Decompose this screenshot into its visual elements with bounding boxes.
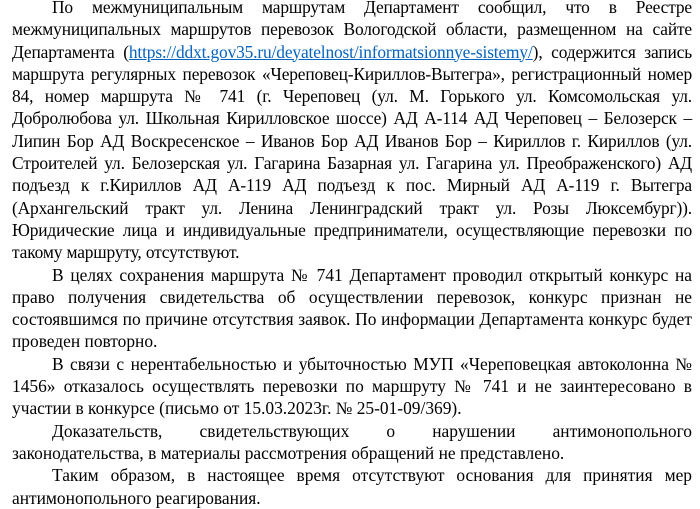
paragraph-competition: В целях сохранения маршрута № 741 Департамент проводил открытый конкурс на право получения свидетельства об осуществлении перевозок, конкурс признан не состоявшимся по причине отсутствия заявок. По информации Департамента конкурс будет проведен повторно. <box>12 264 692 352</box>
registry-link[interactable]: https://ddxt.gov35.ru/deyatelnost/informatsionnye-sistemy/ <box>128 41 533 62</box>
paragraph-register-route: ), содержится запись маршрута регулярных перевозок «Череповец-Кириллов-Вытегра», регистрационный номер 84, номер маршрута № 741 (г. Череповец (ул. М. Горького ул. Комсомольская ул. Добролюбова ул. Школьная Кирилловское шоссе) АД А-114 АД Череповец – Белозерск – Липин Бор АД Воскресенское – Иванов Бор АД Иванов Бор – Кириллов г. Кириллов (ул. Строителей ул. Белозерская ул. Гагарина Базарная ул. Гагарина ул. Преображенского) АД подъезд к г.Кириллов АД А-119 АД подъезд к пос. Мирный АД А-119 г. Вытегра (Архангельский тракт ул. Ленина Ленинградский тракт ул. Розы Люксембург)). Юридические лица и индивидуальные предприниматели, осуществляющие перевозки по такому маршруту, отсутствуют. <box>12 41 693 263</box>
paragraph-no-evidence: Доказательств, свидетельствующих о нарушении антимонопольного законодательства, в материалы рассмотрения обращений не представлено. <box>12 420 692 463</box>
paragraph-mup-refusal: В связи с нерентабельностью и убыточностью МУП «Череповецкая автоколонна № 1456» отказалось осуществлять перевозки по маршруту № 741 и не заинтересовано в участии в конкурсе (письмо от 15.03.2023г. № 25-01-09/369). <box>12 353 692 419</box>
paragraph-register-info <box>12 0 692 264</box>
paragraph-register-intro: По межмуниципальным маршрутам Департамент сообщил, что в Реестре межмуниципальных маршрутов перевозок Вологодской области, размещенном на сайте Департамента ( <box>12 0 692 62</box>
paragraph-conclusion: Таким образом, в настоящее время отсутствуют основания для принятия мер антимонопольного реагирования. <box>12 465 692 508</box>
